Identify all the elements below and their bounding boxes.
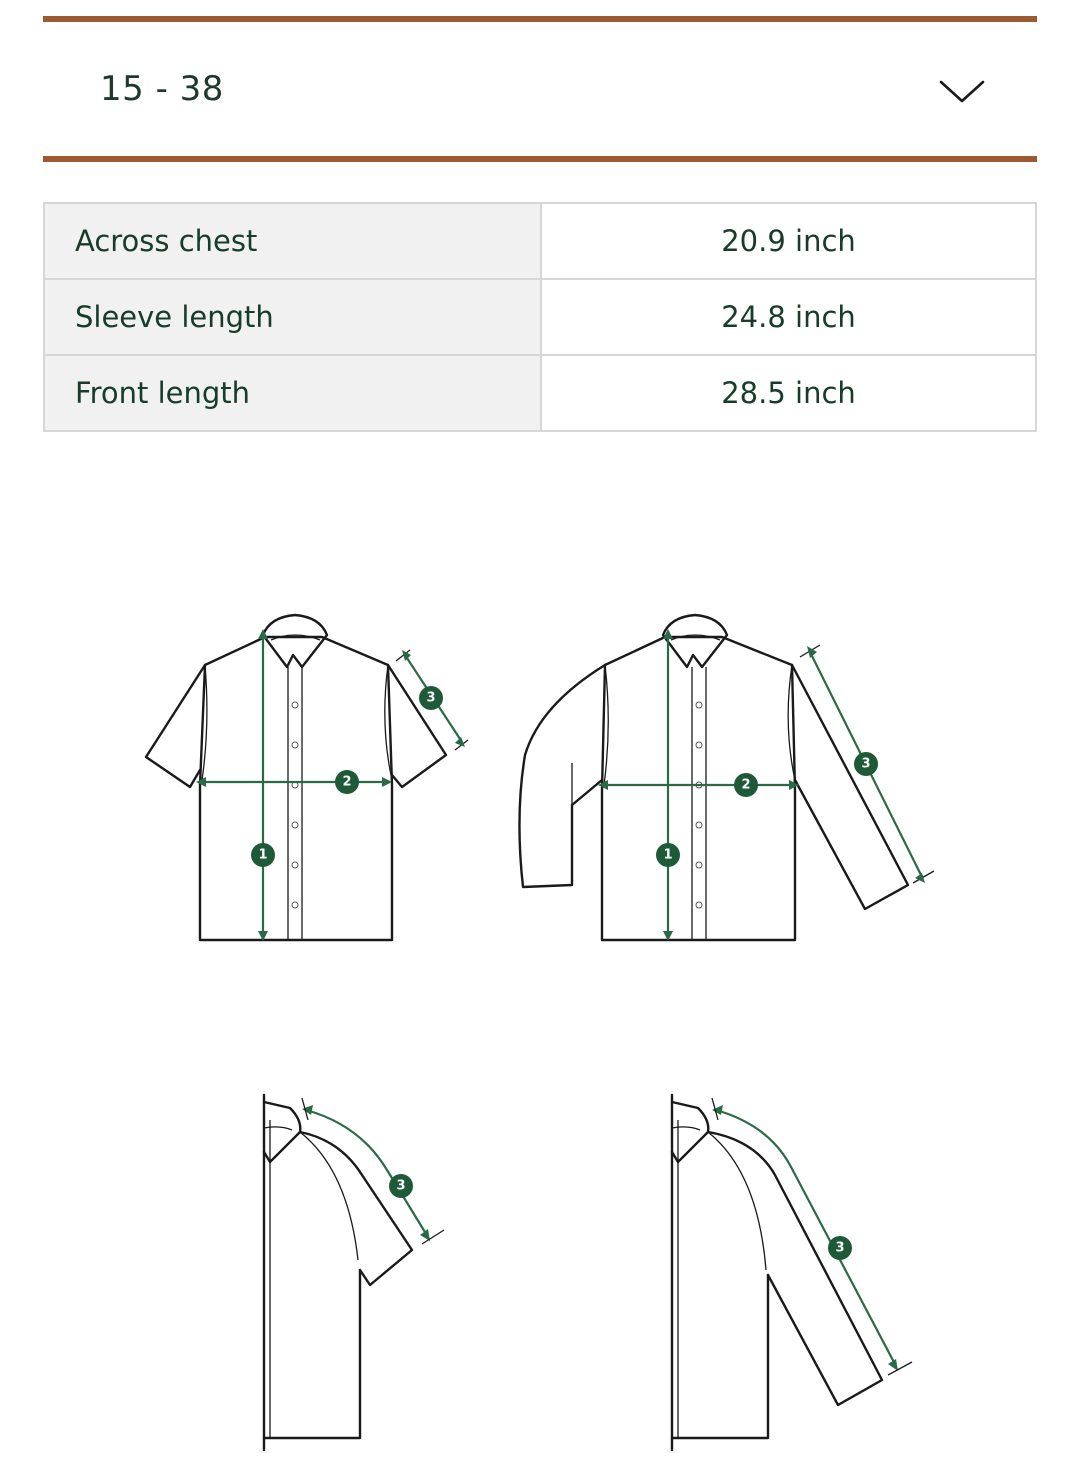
measurements-table [43,202,1037,432]
svg-text:2: 2 [741,777,751,793]
measurement-label: Front length [44,355,541,431]
size-dropdown[interactable] [43,16,1037,162]
long-sleeve-shirt-side-diagram [650,1080,930,1455]
selected-size: 15 - 38 [100,69,224,109]
chevron-down-icon[interactable] [938,78,986,106]
svg-text:2: 2 [342,774,352,790]
measurement-value: 24.8 inch [541,279,1036,355]
short-sleeve-shirt-front-diagram [130,595,480,955]
measurement-label: Sleeve length [44,279,541,355]
table-row [44,279,1036,355]
long-sleeve-shirt-front-diagram [510,595,950,955]
short-sleeve-shirt-side-diagram [240,1080,470,1455]
measurement-label: Across chest [44,203,541,279]
svg-text:3: 3 [426,690,436,706]
measurement-value: 20.9 inch [541,203,1036,279]
measurement-value: 28.5 inch [541,355,1036,431]
table-row [44,203,1036,279]
svg-text:3: 3 [396,1178,406,1194]
table-row [44,355,1036,431]
svg-text:1: 1 [663,847,673,863]
svg-text:3: 3 [861,756,871,772]
svg-text:3: 3 [835,1240,845,1256]
svg-text:1: 1 [258,847,268,863]
